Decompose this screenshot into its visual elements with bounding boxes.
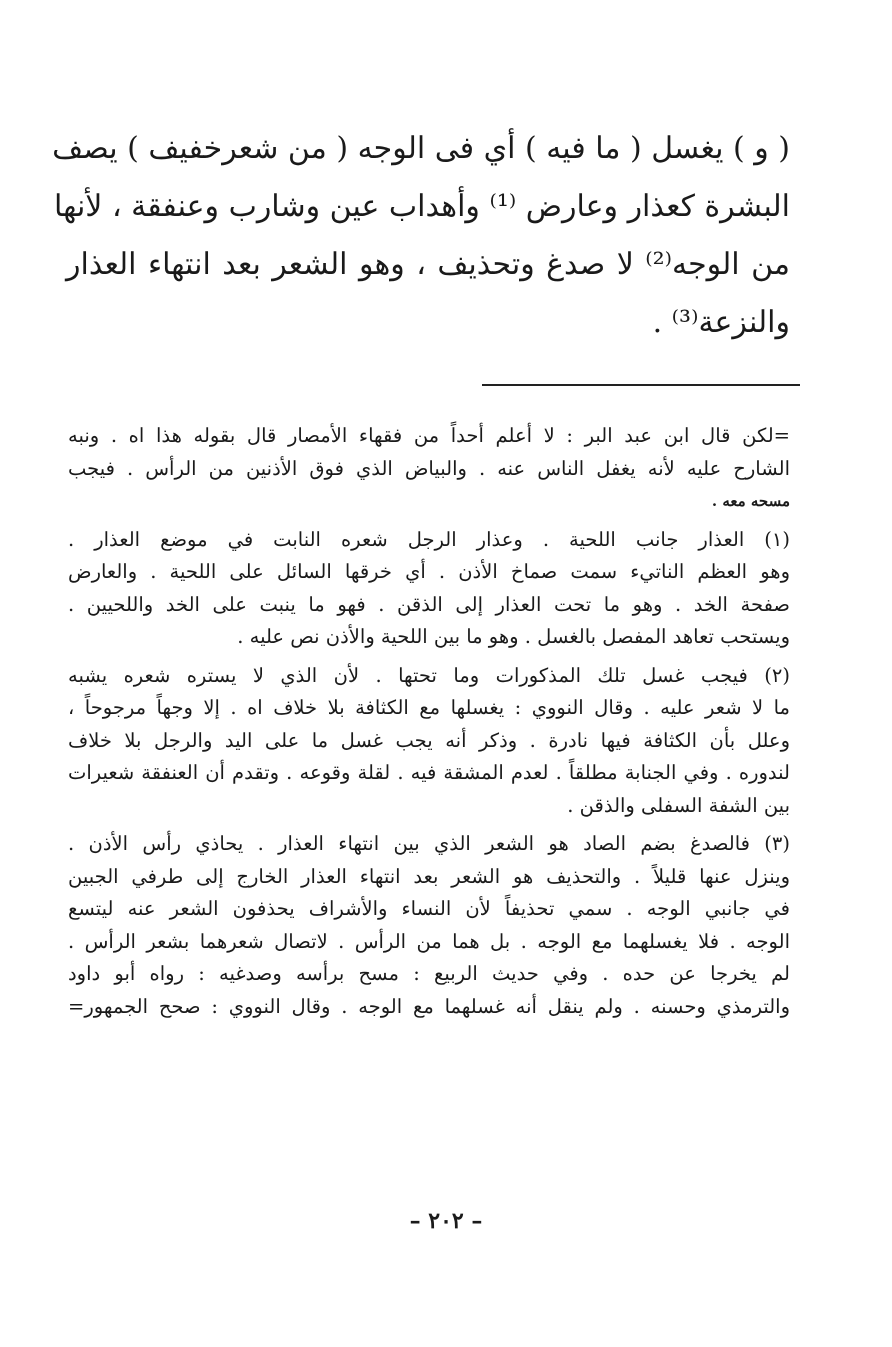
footnote-line: ما لا شعر عليه . وقال النووي : يغسلها مع الكثافة بلا خلاف اه . إلا وجهاً مرجوحاً ، xyxy=(68,696,790,719)
footnote-line: صفحة الخد . وهو ما تحت العذار إلى الذقن . فهو ما ينبت على الخد واللحيين . xyxy=(68,592,790,616)
footnote-line: الشارح عليه لأنه يغفل الناس عنه . والبياض الذي فوق الأذنين من الرأس . فيجب xyxy=(68,456,790,480)
footnote-line: في جانبي الوجه . سمي تحذيفاً لأن النساء والأشراف يحذفون الشعر عنه ليتسع xyxy=(68,897,790,920)
footnote-2 xyxy=(68,660,790,823)
footnote-line: لندوره . وفي الجنابة مطلقاً . لعدم المشقة فيه . لقلة وقوعه . وتقدم أن العنفقة شعيرات xyxy=(68,761,790,784)
footnote-line: والترمذي وحسنه . ولم ينقل أنه غسلهما مع الوجه . وقال النووي : صحح الجمهور= xyxy=(68,994,790,1018)
page-number: – ٢٠٢ – xyxy=(409,1208,483,1234)
footnotes xyxy=(68,420,790,1029)
footnote-line: =لكن قال ابن عبد البر : لا أعلم أحداً من فقهاء الأمصار قال بقوله هذا اه . ونبه xyxy=(68,424,790,447)
footnote-line: وهو العظم الناتيء سمت صماخ الأذن . أي خرقها السائل على اللحية . والعارض xyxy=(68,560,790,583)
footnote-1 xyxy=(68,524,790,654)
main-text-line: والنزعة⁽³⁾ . xyxy=(652,305,790,340)
footnote-line: وعلل بأن الكثافة فيها نادرة . وذكر أنه يجب غسل ما على اليد والرجل بلا خلاف xyxy=(68,728,790,752)
footnote-line: ويستحب تعاهد المفصل بالغسل . وهو ما بين اللحية والأذن نص عليه . xyxy=(237,625,790,648)
footnote-line: الوجه . فلا يغسلهما مع الوجه . بل هما من الرأس . لاتصال شعرهما بشعر الرأس . xyxy=(68,929,790,953)
footnote-line: مسحه معه . xyxy=(711,492,790,510)
footnote-line: وينزل عنها قليلاً . والتحذيف هو الشعر بعد انتهاء العذار الخارج إلى طرفي الجبين xyxy=(68,864,790,888)
footnote-3 xyxy=(68,828,790,1023)
main-text-line: ( و ) يغسل ( ما فيه ) أي فى الوجه ( من شعرخفيف ) يصف xyxy=(52,131,790,166)
main-text-line: من الوجه⁽²⁾ لا صدغ وتحذيف ، وهو الشعر بعد انتهاء العذار xyxy=(66,247,790,282)
footnote-separator xyxy=(482,384,800,386)
footnote-line: (١) العذار جانب اللحية . وعذار الرجل شعره النابت في موضع العذار . xyxy=(68,527,790,551)
footnote-continuation xyxy=(68,420,790,518)
footnote-line: لم يخرجا عن حده . وفي حديث الربيع : مسح برأسه وصدغيه : رواه أبو داود xyxy=(68,962,790,985)
main-text xyxy=(52,120,790,352)
footnote-line: (٣) فالصدغ بضم الصاد هو الشعر الذي بين انتهاء العذار . يحاذي رأس الأذن . xyxy=(68,832,790,855)
main-text-line: البشرة كعذار وعارض ⁽¹⁾ وأهداب عين وشارب وعنفقة ، لأنها xyxy=(53,189,790,224)
footnote-line: (٢) فيجب غسل تلك المذكورات وما تحتها . لأن الذي لا يستره شعره يشبه xyxy=(68,663,790,687)
footnote-line: بين الشفة السفلى والذقن . xyxy=(567,793,790,817)
